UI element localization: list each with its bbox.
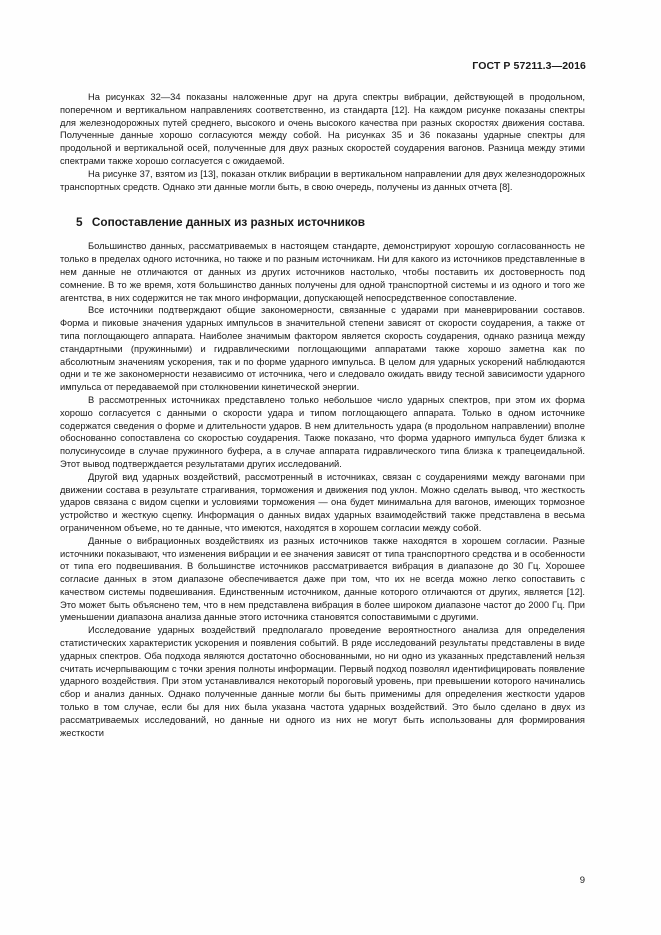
paragraph: На рисунке 37, взятом из [13], показан отклик вибрации в вертикальном направлении для двух железнодорожных транспортных средств. Однако эти данные могли быть, в свою очередь, получены из данных отчета [8]. [60, 168, 585, 192]
paragraph: Данные о вибрационных воздействиях из разных источников также находятся в хорошем согласии. Разные источники показывают, что изменения вибрации и ее значения зависят от типа транспортного средства и в особенности от типа его подвешивания. В большинстве источников рассматривается вибрация в диапазоне до 30 Гц. Хорошее согласие данных в этом диапазоне обеспечивается даже при том, что их не всегда можно легко сопоставить с качеством системы подвешивания. Единственным источником, данные которого отличаются от других, является [12]. Это может быть объяснено тем, что в нем представлена вибрация в более широком диапазоне частот до 2000 Гц. При уменьшении диапазона анализа данные этого источника становятся сопоставимыми с другими. [60, 535, 585, 623]
section-number: 5 [76, 215, 83, 230]
paragraph: Другой вид ударных воздействий, рассмотренный в источниках, связан с соударениями между вагонами при движении состава в результате страгивания, торможения и движения под уклон. Можно сделать вывод, что жесткость ударов связана с видом сцепки и условиями торможения — она будет минимальна для вагонов, имеющих тормозное устройство и жесткую сцепку. Информация о данных видах ударных взаимодействий также представлена в весьма ограниченном объеме, но те данные, что имеются, находятся в хорошем согласии между собой. [60, 471, 585, 533]
page-number: 9 [579, 875, 585, 886]
page-body [60, 91, 585, 739]
paragraph: Исследование ударных воздействий предполагало проведение вероятностного анализа для определения статистических характеристик ускорения и появления событий. В ряде исследований результаты представлены в виде ударных спектров. Оба подхода являются достаточно обоснованными, но ни одно из указанных представлений нельзя считать исчерпывающим с точки зрения полноты информации. Первый подход позволял идентифицировать появление ударного воздействия. При этом устанавливался некоторый пороговый уровень, при превышении которого начинались сбор и анализ данных. Однако полученные данные могли бы быть применимы для определения жесткости ударов только в том случае, если бы для них была указана частота ударных воздействий. Это было сделано в двух из рассматриваемых исследований, но данные ни одного из них не могут быть использованы для формирования жесткости [60, 625, 585, 738]
document-header: ГОСТ Р 57211.3—2016 [472, 60, 586, 72]
paragraph: Все источники подтверждают общие закономерности, связанные с ударами при маневрировании составов. Форма и пиковые значения ударных импульсов в значительной степени зависят от скорости соударения, а также от типа поглощающего аппарата. Наиболее значимым фактором является скорость соударения, однако разница между стандартными (пружинными) и гидравлическими поглощающими аппаратами также хорошо заметна как по абсолютным значениям ускорения, так и по форме ударного импульса. В целом для ударных ускорений наблюдаются одни и те же закономерности независимо от источника, чего и следовало ожидать ввиду тесной зависимости ударного импульса от передаваемой при столкновении кинетической энергии. [60, 305, 585, 393]
section-heading [60, 215, 585, 229]
section-title: Сопоставление данных из разных источников [91, 215, 366, 230]
paragraph: На рисунках 32—34 показаны наложенные друг на друга спектры вибрации, действующей в продольном, поперечном и вертикальном направлениях соответственно, из стандарта [12]. На каждом рисунке показаны спектры для железнодорожных путей среднего, высокого и очень высокого качества при разных скоростях движения состава. Полученные данные хорошо согласуются между собой. На рисунках 35 и 36 показаны ударные спектры для продольной и вертикальной осей, полученные для двух разных скоростей соударения вагонов. Разница между этими спектрами также хорошо согласуется с ожидаемой. [60, 92, 585, 166]
paragraph: Большинство данных, рассматриваемых в настоящем стандарте, демонстрируют хорошую согласованность не только в пределах одного источника, но также и по разным источникам. Ни для какого из источников представленные в нем данные не отличаются от данных из других источников настолько, чтобы поставить их достоверность под сомнение. В то же время, хотя большинство данных получены для одной транспортной системы и из одного и того же агентства, в них содержится не так много информации, допускающей непосредственное сопоставление. [60, 241, 585, 303]
paragraph: В рассмотренных источниках представлено только небольшое число ударных спектров, при этом их форма хорошо согласуется с данными о скорости удара и типом поглощающего аппарата. Только в одном источнике содержатся сведения о форме и длительности ударов. В нем длительность удара (в продольном направлении) вполне обоснованно сопоставлена со скоростью соударения. Также показано, что форма ударного импульса будет близка к полусинусоиде в случае пружинного буфера, а в случае аппарата гидравлического типа близка к трапецеидальной. Этот вывод подтверждается результатами других исследований. [60, 394, 585, 469]
